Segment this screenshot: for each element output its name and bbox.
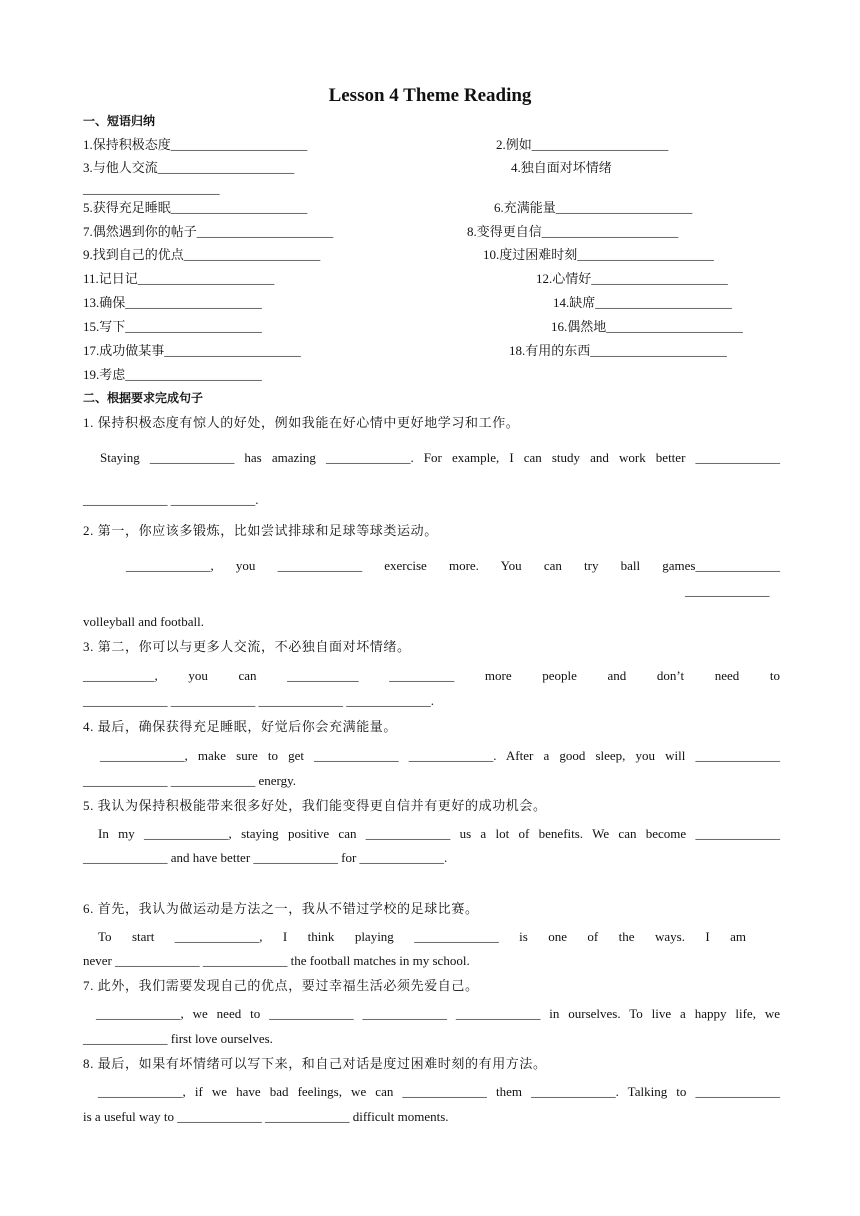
sentence-3-prompt: 3. 第二，你可以与更多人交流，不必独自面对坏情绪。 [83,639,411,654]
sentence-1-prompt: 1. 保持积极态度有惊人的好处，例如我能在好心情中更好地学习和工作。 [83,415,520,430]
phrase-item-18: 18.有用的东西_____________________ [509,343,727,358]
sentence-4-line-2: _____________ _____________ energy. [83,773,297,788]
phrase-item-15: 15.写下_____________________ [83,319,262,334]
phrase-item-8: 8.变得更自信_____________________ [467,224,679,239]
sentence-4-line-1: _____________, make sure to get _____________ _____________. After a good sleep, you will _____________ [100,748,780,763]
sentence-2-line-3: volleyball and football. [83,614,204,629]
sentence-6-line-1: To start _____________, I think playing _____________ is one of the ways. I am [98,929,746,944]
section-heading-phrases: 一、短语归纳 [83,114,156,128]
phrase-item-10: 10.度过困难时刻_____________________ [483,247,714,262]
phrase-item-4-blank: _____________________ [83,181,220,196]
phrase-item-12: 12.心情好_____________________ [536,271,728,286]
sentence-1-line-2: _____________ _____________. [83,492,259,507]
phrase-item-14: 14.缺席_____________________ [553,295,732,310]
sentence-8-line-2: is a useful way to _____________ _____________ difficult moments. [83,1109,449,1124]
section-heading-sentences: 二、根据要求完成句子 [83,391,204,405]
sentence-5-line-2: _____________ and have better _____________ for _____________. [83,850,448,865]
phrase-item-3: 3.与他人交流_____________________ [83,160,295,175]
phrase-item-17: 17.成功做某事_____________________ [83,343,301,358]
sentence-5-line-1: In my _____________, staying positive can _____________ us a lot of benefits. We can become _____________ [98,826,780,841]
phrase-item-2: 2.例如_____________________ [496,137,669,152]
sentence-8-line-1: _____________, if we have bad feelings, we can _____________ them _____________. Talking to _____________ [98,1084,780,1099]
sentence-1-line-1: Staying _____________ has amazing _____________. For example, I can study and work better _____________ [100,450,780,465]
sentence-7-line-2: _____________ first love ourselves. [83,1031,273,1046]
phrase-item-1: 1.保持积极态度_____________________ [83,137,308,152]
sentence-3-line-1: ___________, you can ___________ __________ more people and don’t need to [83,668,780,683]
sentence-2-line-1: _____________, you _____________ exercise more. You can try ball games_____________ [126,558,780,573]
sentence-4-prompt: 4. 最后，确保获得充足睡眠，好觉后你会充满能量。 [83,719,398,734]
phrase-item-4: 4.独自面对坏情绪 [511,160,612,175]
sentence-6-line-2: never _____________ _____________ the football matches in my school. [83,953,470,968]
phrase-item-19: 19.考虑_____________________ [83,367,262,382]
phrase-item-16: 16.偶然地_____________________ [551,319,743,334]
phrase-item-13: 13.确保_____________________ [83,295,262,310]
sentence-2-prompt: 2. 第一，你应该多锻炼，比如尝试排球和足球等球类运动。 [83,523,438,538]
sentence-8-prompt: 8. 最后，如果有坏情绪可以写下来，和自己对话是度过困难时刻的有用方法。 [83,1056,547,1071]
sentence-3-line-2: _____________ _____________ _____________ _____________. [83,693,434,708]
sentence-2-line-2: _____________ [685,583,770,598]
sentence-7-prompt: 7. 此外，我们需要发现自己的优点，要过幸福生活必须先爱自己。 [83,978,479,993]
phrase-item-7: 7.偶然遇到你的帖子_____________________ [83,224,334,239]
phrase-item-11: 11.记日记_____________________ [83,271,275,286]
phrase-item-6: 6.充满能量_____________________ [494,200,693,215]
sentence-6-prompt: 6. 首先，我认为做运动是方法之一，我从不错过学校的足球比赛。 [83,901,479,916]
page-title: Lesson 4 Theme Reading [328,85,532,106]
sentence-7-line-1: _____________, we need to _____________ _____________ _____________ in ourselves. To live a happy life, we [96,1006,780,1021]
sentence-5-prompt: 5. 我认为保持积极能带来很多好处，我们能变得更自信并有更好的成功机会。 [83,798,547,813]
phrase-item-9: 9.找到自己的优点_____________________ [83,247,321,262]
phrase-item-5: 5.获得充足睡眠_____________________ [83,200,308,215]
